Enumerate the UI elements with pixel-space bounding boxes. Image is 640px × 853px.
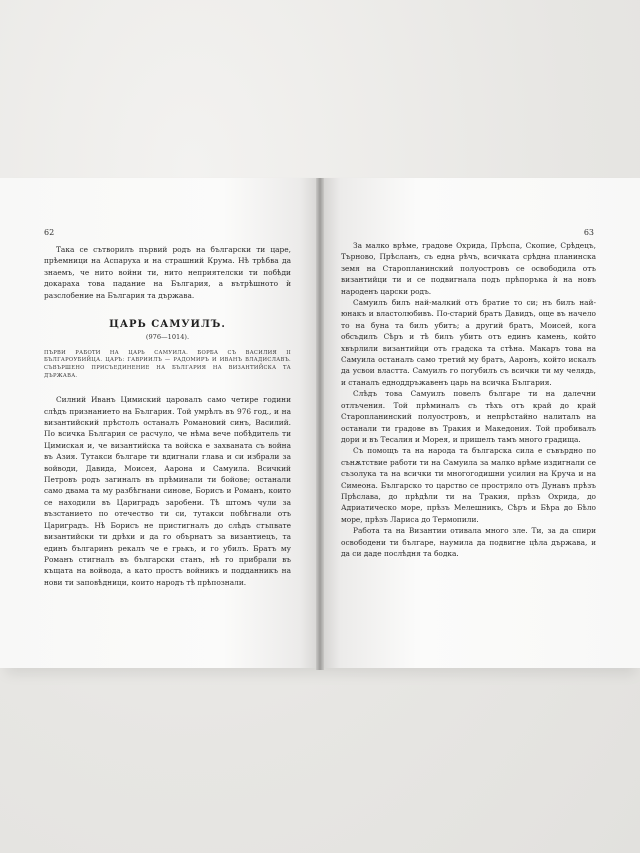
right-page [321, 178, 640, 668]
page-number: 62 [44, 228, 55, 237]
paragraph: Съ помощъ та на народа та българска сила е съвърдно по сънѫтствие работи ти на Самуила за малко врѣме издигнали се съзолука та на всички ти многогодишни усилия на Круча и на Симеона. Българско то царство се простряло отъ Дунавъ прѣзъ Прѣслава, до прѣдѣли ти на Тракия, прѣзъ Охрида, до Адриатическо море, прѣзъ Мелешникъ, Сѣръ и Бѣра до Бѣло море, прѣзъ Лариса до Термопили. [341, 446, 596, 524]
intro-paragraph: Така се сътворилъ първий родъ на български ти царе, прѣемници на Аспаруха и на страшний Крума. Нѣ трѣбва да знаемъ, че нито войни ти, нито неприятелски ти побѣди докараха това падание на България, а вътрѣшното ѝ разслобение на България та държава. [44, 245, 291, 300]
page-number: 63 [583, 228, 594, 237]
paragraph: Самуилъ билъ най-малкий отъ братие то си; нъ билъ най-юнакъ и властолюбивъ. По-старий братъ Давидъ, още въ начело то на буна та билъ убитъ; а другий братъ, Моисей, кога обсъдилъ Сѣръ и тѣ билъ убитъ отъ единъ камень, който хвърлили византийци отъ градска та стѣна. Макаръ това на Самуила останалъ само третий му братъ, Ааронъ, който искалъ да усвои властта. Самуилъ го погубилъ съ всички ти му челядь, и станалъ едноддръжавенъ царь на всичка България. [341, 298, 596, 387]
chapter-years: (976—1014). [145, 333, 190, 342]
left-page-text [44, 244, 291, 588]
paragraph: За малко врѣме, градове Охрида, Прѣспа, Скопие, Срѣдецъ, Търново, Прѣсланъ, съ една рѣчъ, всичката срѣдна планинска земя на Старопланинский полуостровъ се освободила отъ византийци ти и се подвигнала подъ прѣпоръка ѝ на новъ народенъ царски родъ. [341, 241, 596, 296]
chapter-title: ЦАРЬ САМУИЛЪ. [109, 319, 226, 331]
right-page-text [341, 240, 596, 559]
book-gutter [316, 178, 324, 670]
paragraph: Слѣдъ това Самуилъ повелъ българе ти на далечни отлъчения. Той прѣминалъ съ тѣхъ отъ край до край Старопланинский полуостровъ, и непрѣстайно налиталъ на останали ти градове въ Тракия и Македония. Той пробивалъ дори и въ Тесалия и Морея, и пришелъ тамъ много градища. [341, 389, 596, 444]
chapter-summary: ПЪРВИ РАБОТИ НА ЦАРЬ САМУИЛА. БОРБА СЪ ВАСИЛИЯ II БЪЛГАРОУБИЙЦА. ЦАРЪ: ГАВРИИЛЪ — РАДОМИРЪ И ИВАНЪ ВЛАДИСЛАВЪ. СЪВЪРШЕНО ПРИСЪЕДИНЕНИЕ НА БЪЛГАРИЯ НА ВИЗАНТИЙСКА ТА ДЪРЖАВА. [44, 349, 291, 379]
left-page [0, 178, 319, 668]
body-paragraph: Силний Иванъ Цимиский царовалъ само четире години слѣдъ признанието на България. Той умрѣлъ въ 976 год., и на византийский прѣстолъ останалъ Романовий синъ, Василий. По всичка България се расчуло, че нѣма вече побѣдитель ти Цимиская и, че византийска та войска е захваната съ война въ Азия. Тутакси българе ти вдигнали глава и си избрали за войводи, Давида, Моисея, Аарона и Самуила. Всичкий Петровъ родъ загиналъ въ прѣминали ти бойове; останали само двама та му разбѣгнани синове, Борисъ и Романъ, които се находили въ Цариградъ заробени. Тѣ штомъ чули за възстанието по отечество ти си, тутакси побѣгнали отъ Цариградъ. Нѣ Борисъ не пристигналъ до слѣдъ стъпвате византийски ти дрѣхи и да го обърнатъ за византиецъ, та единъ българинъ рекалъ че е грькъ, и го убилъ. Братъ му Романъ стигналъ въ български станъ, нѣ го прибрали въ къщата на войвода, а като простъ войникъ и подданникъ на нови ти заповѣдници, които народъ тѣ прѣпознали. [44, 395, 291, 587]
open-book [0, 178, 640, 672]
paragraph: Работа та на Византии отивала много зле. Ти, за да спири освободени ти българе, наумила да подвигне цѣла държава, и да си даде послѣдня та бодка. [341, 526, 596, 558]
